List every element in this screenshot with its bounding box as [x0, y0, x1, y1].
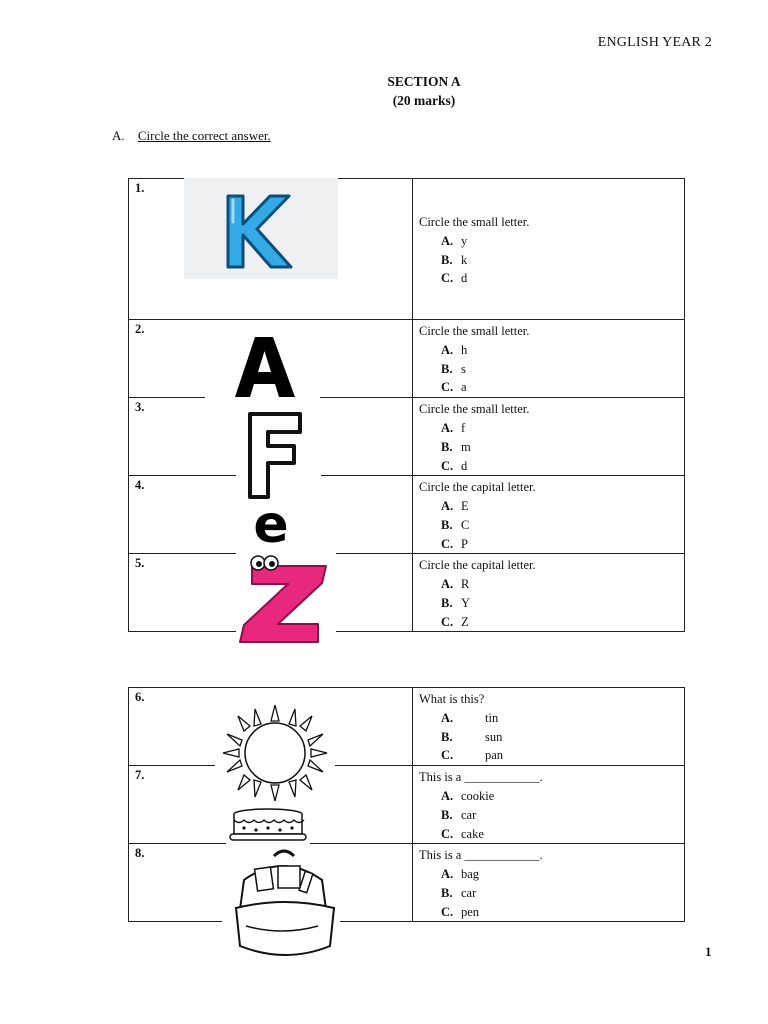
letter-f-picture: [236, 402, 321, 502]
question-number: 8.: [135, 846, 145, 861]
answer-option[interactable]: A. cookie: [441, 789, 495, 804]
bag-icon: [222, 846, 340, 964]
question-row: [129, 476, 685, 554]
question-number: 6.: [135, 690, 145, 704]
question-prompt: Circle the capital letter.: [419, 558, 536, 573]
letter-e-picture: [240, 500, 302, 546]
sun-icon: [215, 701, 335, 806]
question-prompt: Circle the capital letter.: [419, 480, 536, 495]
answer-options: [441, 865, 684, 921]
answer-option[interactable]: B. sun: [441, 729, 503, 744]
answer-option[interactable]: C. P: [441, 536, 468, 551]
question-prompt: This is a ____________.: [419, 848, 543, 863]
question-prompt: This is a ____________.: [419, 770, 543, 785]
answer-options: [441, 419, 684, 475]
answer-option[interactable]: C. pan: [441, 748, 504, 763]
answer-option[interactable]: A. tin: [441, 711, 499, 725]
answer-option[interactable]: C. d: [441, 458, 468, 473]
answer-option[interactable]: A. E: [441, 499, 469, 514]
answer-option[interactable]: A. f: [441, 421, 466, 436]
question-text-cell: [413, 476, 685, 554]
answer-options: [441, 575, 684, 631]
question-row: [129, 688, 685, 766]
answer-option[interactable]: A. y: [441, 234, 468, 248]
answer-option[interactable]: B. Y: [441, 596, 471, 611]
question-number: 4.: [135, 478, 145, 493]
answer-options: [441, 709, 684, 765]
question-prompt: What is this?: [419, 692, 485, 706]
instruction-text: Circle the correct answer.: [137, 128, 271, 143]
question-number: 7.: [135, 768, 145, 783]
subject-header: ENGLISH YEAR 2: [597, 35, 712, 50]
answer-options: [441, 341, 684, 397]
answer-option[interactable]: B. s: [441, 361, 466, 376]
question-number: 5.: [135, 556, 145, 571]
question-text-cell: [413, 320, 685, 398]
question-text-cell: [413, 554, 685, 632]
question-number: 3.: [135, 400, 145, 415]
question-text-cell: [413, 844, 685, 922]
answer-option[interactable]: C. pen: [441, 904, 480, 919]
answer-options: [441, 497, 684, 553]
question-row: [129, 554, 685, 632]
question-text-cell: [413, 688, 685, 766]
answer-option[interactable]: C. a: [441, 380, 467, 395]
page-number: 1: [705, 944, 712, 959]
section-title: SECTION A: [387, 74, 461, 89]
answer-option[interactable]: B. C: [441, 517, 470, 532]
answer-option[interactable]: A. bag: [441, 867, 480, 882]
question-number: 2.: [135, 322, 145, 336]
answer-options: [441, 232, 684, 288]
answer-option[interactable]: A. h: [441, 343, 468, 357]
answer-option[interactable]: B. car: [441, 807, 477, 822]
question-row: [129, 844, 685, 922]
answer-option[interactable]: C. d: [441, 271, 468, 286]
letter-k-picture: [184, 178, 338, 279]
cake-icon: [226, 806, 310, 846]
instruction-label: A.: [112, 128, 125, 143]
letter-z-picture: [236, 546, 336, 646]
answer-option[interactable]: B. car: [441, 885, 477, 900]
question-prompt: Circle the small letter.: [419, 215, 530, 229]
question-text-cell: [413, 766, 685, 844]
question-number: 1.: [135, 181, 145, 195]
svg-text:e: e: [253, 500, 289, 546]
question-row: [129, 766, 685, 844]
answer-option[interactable]: C. Z: [441, 614, 469, 629]
question-prompt: Circle the small letter.: [419, 402, 530, 417]
answer-option[interactable]: C. cake: [441, 826, 484, 841]
answer-option[interactable]: B. k: [441, 252, 468, 267]
question-prompt: Circle the small letter.: [419, 324, 530, 338]
question-text-cell: [413, 179, 685, 320]
question-table-2: [128, 687, 685, 922]
answer-option[interactable]: A. R: [441, 577, 470, 592]
question-text-cell: [413, 398, 685, 476]
instruction: [112, 128, 271, 144]
section-heading: [0, 72, 768, 110]
section-marks: (20 marks): [392, 93, 456, 108]
answer-option[interactable]: B. m: [441, 439, 471, 454]
answer-options: [441, 787, 684, 843]
